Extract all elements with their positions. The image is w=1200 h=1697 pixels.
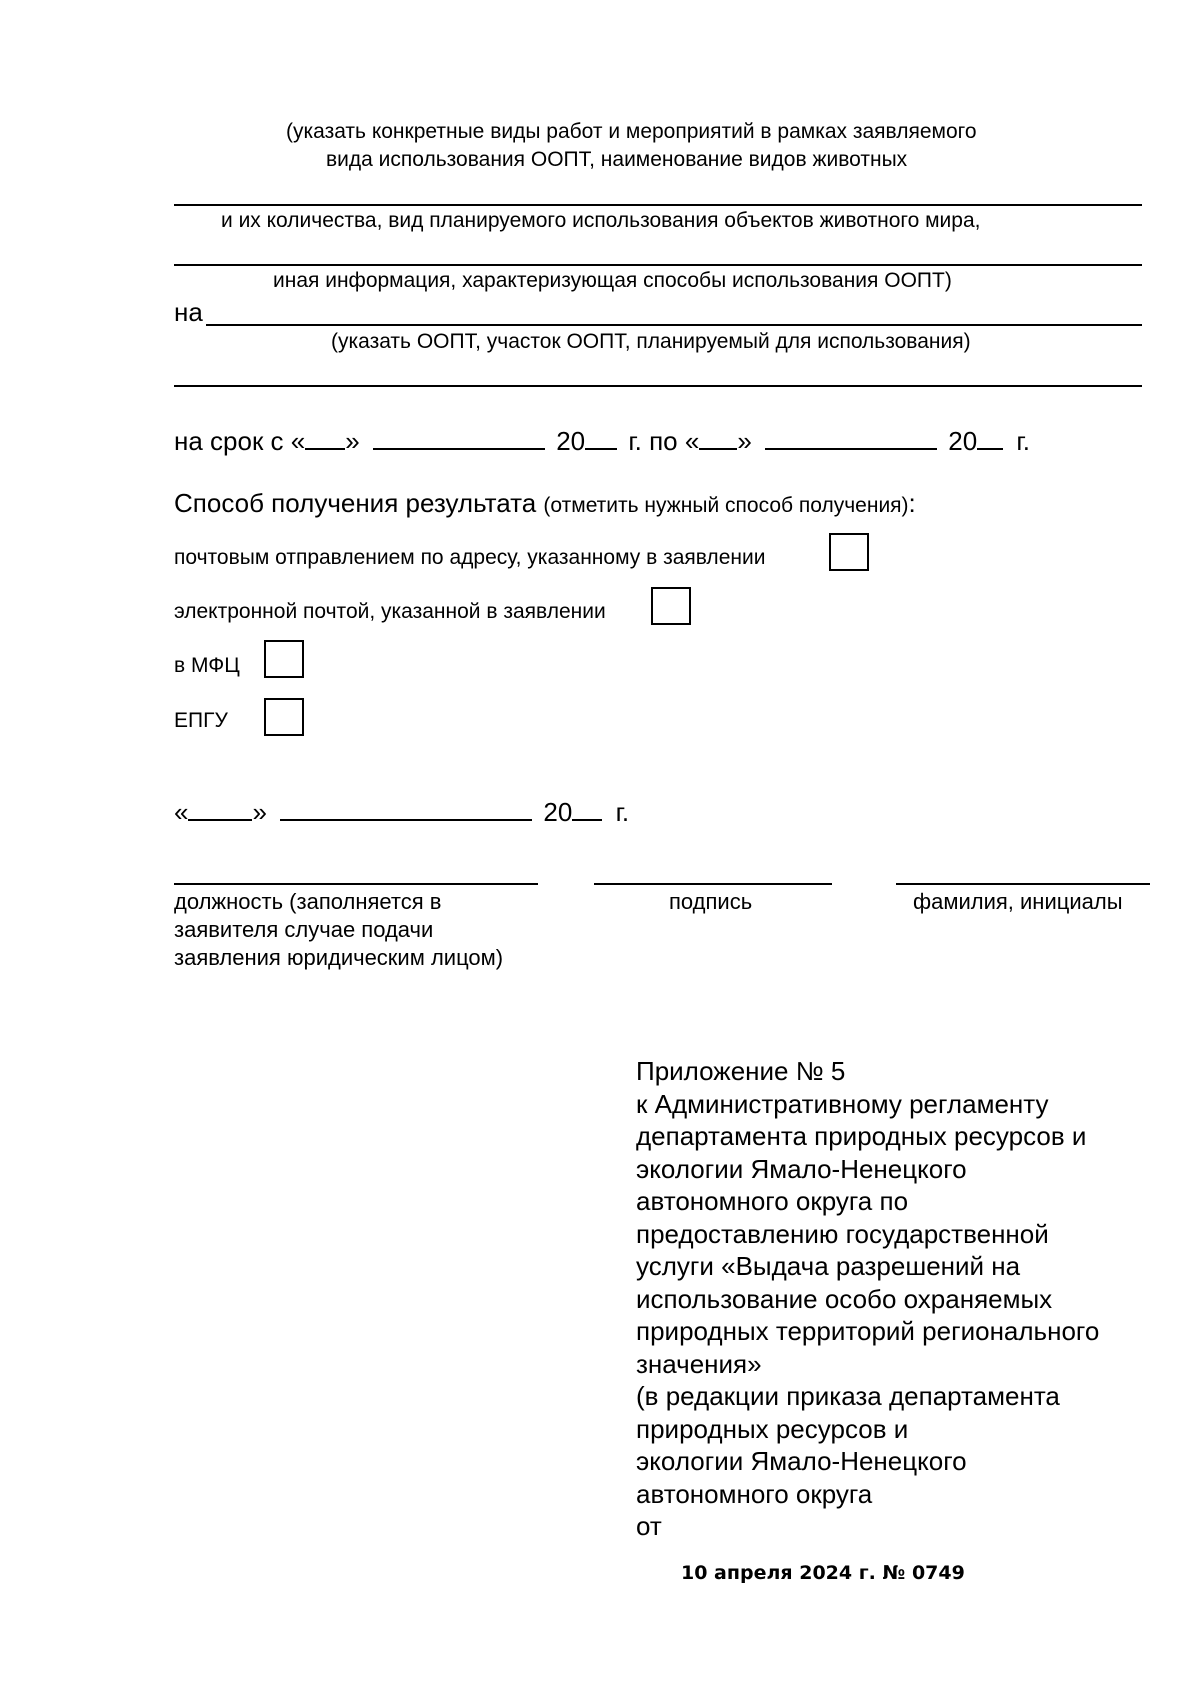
appendix-line: природных территорий регионального — [636, 1316, 1100, 1346]
term-from-day[interactable] — [305, 424, 345, 450]
term-g-po: г. по « — [628, 426, 700, 456]
appendix-line: Приложение № 5 — [636, 1056, 846, 1086]
delivery-title-colon: : — [908, 488, 916, 518]
delivery-option-mfc-label: в МФЦ — [174, 654, 240, 677]
delivery-title-hint: (отметить нужный способ получения) — [543, 494, 909, 517]
delivery-option-email-checkbox[interactable] — [651, 587, 691, 625]
territory-line[interactable] — [206, 324, 1142, 326]
delivery-option-mail-label: почтовым отправлением по адресу, указанному в заявлении — [174, 546, 766, 569]
date-open: « — [174, 797, 189, 827]
term-quote-close-1: » — [345, 426, 360, 456]
term-from-month[interactable] — [373, 424, 545, 450]
signature-sign-line[interactable] — [594, 883, 832, 885]
delivery-option-mail-checkbox[interactable] — [829, 533, 869, 571]
date-g: г. — [615, 797, 630, 827]
appendix-line: природных ресурсов и — [636, 1413, 909, 1444]
appendix-line: экологии Ямало-Ненецкого — [636, 1446, 967, 1476]
appendix-line: значения» — [636, 1348, 762, 1379]
signature-sign-caption: подпись — [669, 889, 753, 914]
signature-position-line[interactable] — [174, 883, 538, 885]
signature-position-line2: заявителя случае подачи — [174, 917, 434, 942]
signature-position-line1: должность (заполняется в — [174, 889, 442, 914]
term-to-month[interactable] — [765, 424, 937, 450]
term-from-year[interactable] — [585, 424, 617, 450]
signature-position-caption — [174, 888, 503, 972]
term-prefix: на срок с « — [174, 426, 306, 456]
appendix-line: экологии Ямало-Ненецкого — [636, 1153, 967, 1184]
appendix-line: услуги «Выдача разрешений на — [636, 1251, 1021, 1281]
appendix-line: (в редакции приказа департамента — [636, 1381, 1060, 1411]
term-to-day[interactable] — [699, 424, 737, 450]
hint-activities-line1: (указать конкретные виды работ и мероприятий в рамках заявляемого — [286, 120, 977, 143]
delivery-option-email-label: электронной почтой, указанной в заявлении — [174, 600, 606, 623]
term-quote-close-2: » — [737, 426, 752, 456]
appendix-stamp: 10 апреля 2024 г. № 0749 — [681, 1562, 965, 1584]
term-g-end: г. — [1016, 426, 1030, 456]
date-day[interactable] — [188, 795, 252, 821]
fill-line-2[interactable] — [174, 264, 1142, 266]
hint-activities-line3: и их количества, вид планируемого использования объектов животного мира, — [221, 209, 981, 232]
appendix-line: автономного округа — [636, 1478, 873, 1509]
term-to-year[interactable] — [977, 424, 1003, 450]
signature-position-line3: заявления юридическим лицом) — [174, 945, 504, 970]
date-year-fill[interactable] — [572, 795, 602, 821]
term-year-1: 20 — [556, 426, 586, 456]
delivery-option-mfc-checkbox[interactable] — [264, 640, 304, 678]
appendix-line: к Административному регламенту — [636, 1088, 1049, 1119]
delivery-title-row — [174, 488, 916, 521]
term-year-2: 20 — [948, 426, 978, 456]
appendix-line: автономного округа по — [636, 1186, 909, 1216]
date-year: 20 — [543, 797, 573, 827]
fill-line-1[interactable] — [174, 204, 1142, 206]
hint-activities-line2: вида использования ООПТ, наименование видов животных — [326, 148, 908, 171]
appendix-line: использование особо охраняемых — [636, 1283, 1053, 1314]
appendix-line: департамента природных ресурсов и — [636, 1121, 1087, 1151]
appendix-line: предоставлению государственной — [636, 1218, 1049, 1249]
appendix-block — [636, 1055, 1099, 1543]
date-line — [174, 795, 629, 827]
fill-line-3[interactable] — [174, 385, 1142, 387]
hint-territory: (указать ООПТ, участок ООПТ, планируемый для использования) — [331, 330, 971, 353]
hint-activities-line4: иная информация, характеризующая способы использования ООПТ) — [273, 269, 952, 292]
term-line — [174, 424, 1030, 456]
signature-name-caption: фамилия, инициалы — [913, 889, 1123, 914]
delivery-option-epgu-label: ЕПГУ — [174, 709, 228, 732]
date-close: » — [252, 797, 267, 827]
date-month[interactable] — [280, 795, 532, 821]
delivery-option-epgu-checkbox[interactable] — [264, 698, 304, 736]
delivery-title: Способ получения результата — [174, 488, 537, 518]
territory-prefix: на — [174, 297, 203, 327]
signature-name-line[interactable] — [896, 883, 1150, 885]
appendix-line: от — [636, 1511, 662, 1541]
